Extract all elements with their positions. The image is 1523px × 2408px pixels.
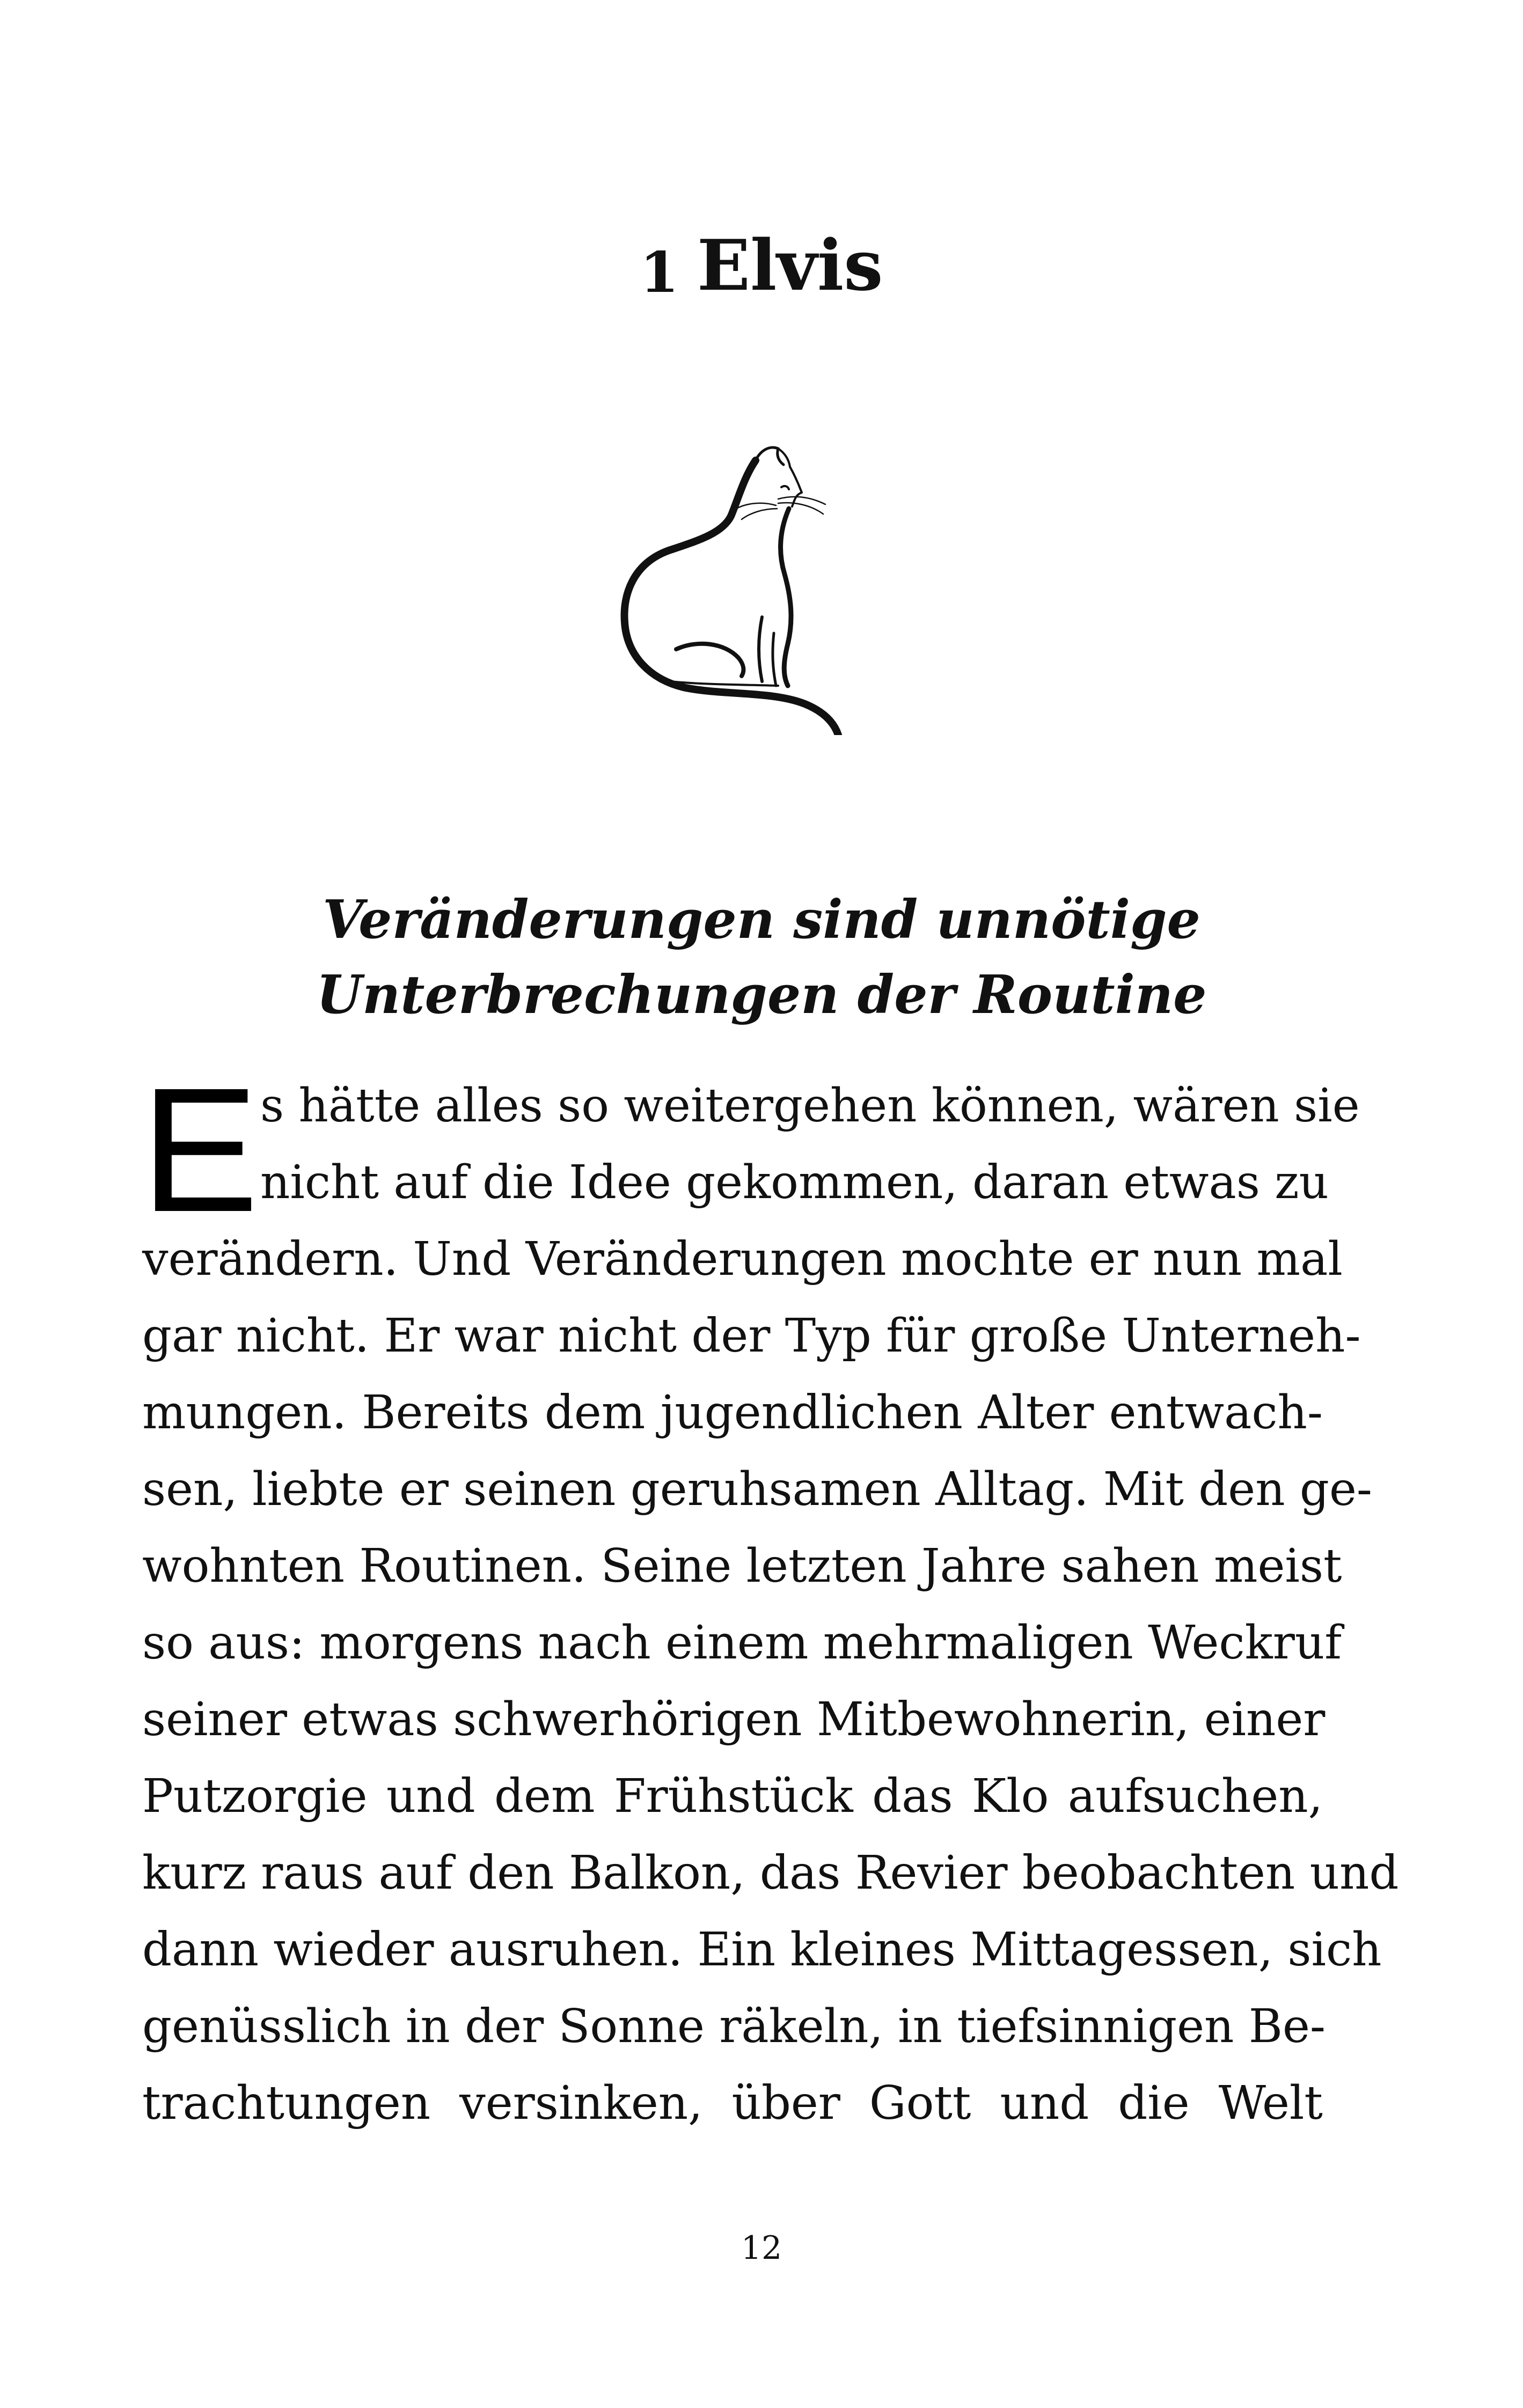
text-line: trachtungen versinken, über Gott und die Welt bbox=[142, 2076, 1323, 2130]
cat-icon bbox=[617, 445, 843, 735]
text-line: Putzorgie und dem Frühstück das Klo aufsuchen, bbox=[142, 1770, 1323, 1823]
chapter-heading bbox=[0, 224, 1523, 306]
text-line: genüsslich in der Sonne räkeln, in tiefsinnigen Be- bbox=[142, 2000, 1326, 2053]
text-line: dann wieder ausruhen. Ein kleines Mittagessen, sich bbox=[142, 1923, 1382, 1977]
text-line: kurz raus auf den Balkon, das Revier beobachten und bbox=[142, 1846, 1399, 1900]
subtitle-line: Unterbrechungen der Routine bbox=[316, 964, 1207, 1026]
text-line: nicht auf die Idee gekommen, daran etwas zu bbox=[260, 1156, 1329, 1209]
text-line: sen, liebte er seinen geruhsamen Alltag. Mit den ge- bbox=[142, 1463, 1372, 1516]
subtitle-line: Veränderungen sind unnötige bbox=[323, 889, 1200, 951]
text-line: so aus: morgens nach einem mehrmaligen Weckruf bbox=[142, 1616, 1342, 1670]
chapter-number: 1 bbox=[640, 239, 679, 305]
page-number: 12 bbox=[741, 2229, 782, 2267]
drop-cap: E bbox=[141, 1051, 259, 1249]
text-line: verändern. Und Veränderungen mochte er nun mal bbox=[142, 1232, 1343, 1286]
text-line: seiner etwas schwerhörigen Mitbewohnerin, einer bbox=[142, 1693, 1326, 1746]
text-line: s hätte alles so weitergehen können, wären sie bbox=[260, 1079, 1360, 1133]
text-line: mungen. Bereits dem jugendlichen Alter entwach- bbox=[142, 1386, 1323, 1440]
text-line: wohnten Routinen. Seine letzten Jahre sahen meist bbox=[142, 1539, 1342, 1593]
chapter-subtitle bbox=[0, 883, 1523, 1033]
chapter-title: Elvis bbox=[697, 224, 883, 306]
text-line: gar nicht. Er war nicht der Typ für große Unterneh- bbox=[142, 1309, 1361, 1363]
body-paragraph bbox=[142, 1068, 1399, 2142]
